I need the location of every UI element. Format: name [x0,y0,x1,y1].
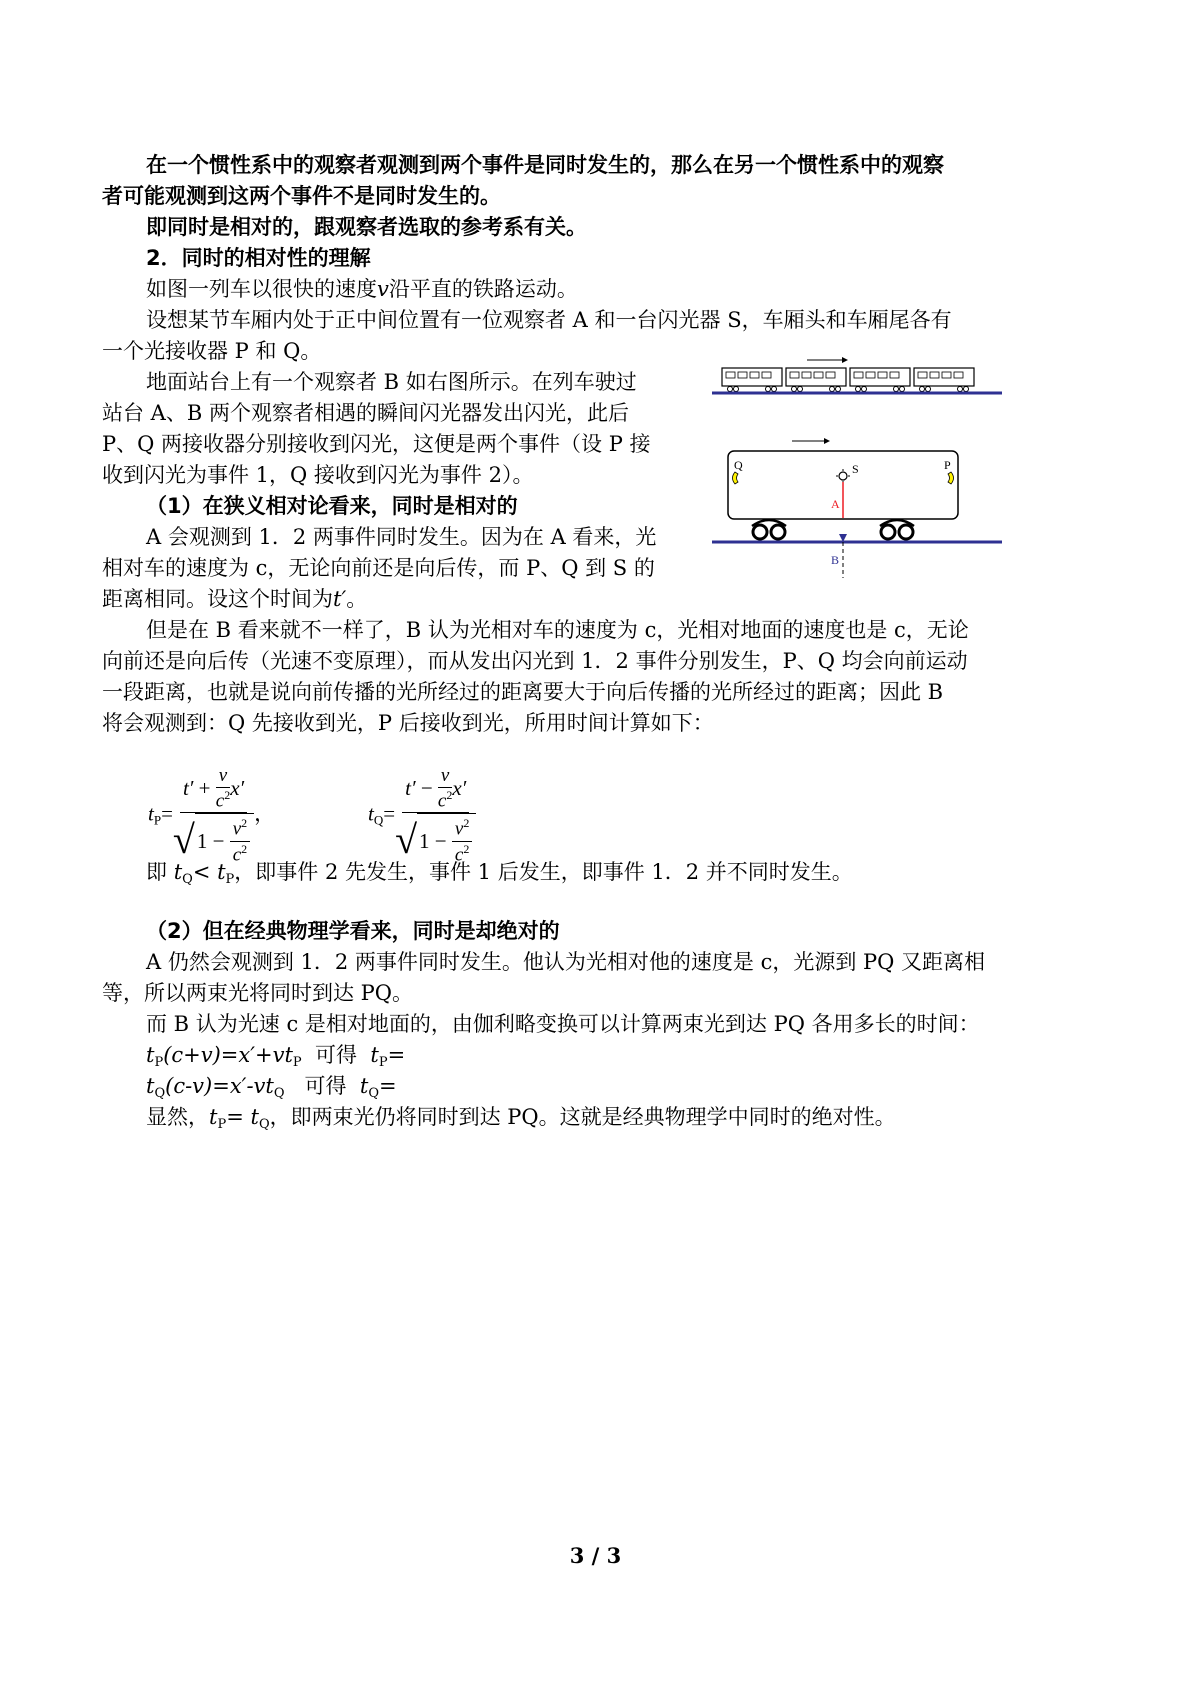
para-line: 在一个惯性系中的观察者观测到两个事件是同时发生的，那么在另一个惯性系中的观察 [146,153,944,177]
label-p: P [944,458,951,472]
para-line: 相对车的速度为 c，无论向前还是向后传，而 P、Q 到 S 的 [102,556,655,580]
receiver-p [948,472,954,484]
flash-icon [839,472,847,480]
formula-tp: $t_P=$ t′ + $\frac{v}{c^2}$ x′ √ 1 − $\frac{v^2}{c^2}$ ， [148,765,276,865]
para-line: 如图一列车以很快的速度v沿平直的铁路运动。 [146,277,578,301]
para-line: 设想某节车厢内处于正中间位置有一位观察者 A 和一台闪光器 S，车厢头和车厢尾各有 [146,308,952,332]
label-s: S [852,462,859,476]
small-train [712,357,1002,393]
receiver-q [733,472,739,484]
para-line: 但是在 B 看来就不一样了，B 认为光相对车的速度为 c，光相对地面的速度也是 c，无论 [146,618,969,642]
para-line: 向前还是向后传（光速不变原理），而从发出闪光到 1．2 事件分别发生，P、Q 均会向前运动 [102,649,968,673]
para-line: 一个光接收器 P 和 Q。 [102,339,322,363]
para-line: 地面站台上有一个观察者 B 如右图所示。在列车驶过 [146,370,637,394]
para-line: 站台 A、B 两个观察者相遇的瞬间闪光器发出闪光，此后 [102,401,629,425]
train-car [712,438,1002,578]
para-line: 距离相同。设这个时间为t′。 [102,587,368,611]
label-b: B [831,553,840,567]
para-line: 显然，$t_P= t_Q$，即两束光仍将同时到达 PQ。这就是经典物理学中同时的绝对性。 [146,1105,896,1132]
formula-tq: $t_Q=$ t′ − $\frac{v}{c^2}$ x′ √ 1 − $\frac{v^2}{c^2}$ [368,765,476,866]
para-line: 者可能观测到这两个事件不是同时发生的。 [102,184,501,208]
subsection-heading: （1）在狭义相对论看来，同时是相对的 [146,494,518,518]
para-line: 即同时是相对的，跟观察者选取的参考系有关。 [146,215,587,239]
label-q: Q [734,458,743,472]
para-line: P、Q 两接收器分别接收到闪光，这便是两个事件（设 P 接 [102,432,651,456]
subsection-heading: （2）但在经典物理学看来，同时是却绝对的 [146,919,560,943]
train-figure [712,348,1012,578]
section-heading: 2．同时的相对性的理解 [146,246,371,270]
para-line: A 会观测到 1．2 两事件同时发生。因为在 A 看来，光 [146,525,657,549]
para-line: 一段距离，也就是说向前传播的光所经过的距离要大于向后传播的光所经过的距离；因此 B [102,680,944,704]
para-line: 收到闪光为事件 1，Q 接收到闪光为事件 2）。 [102,463,534,487]
para-line: A 仍然会观测到 1．2 两事件同时发生。他认为光相对他的速度是 c，光源到 PQ 又距离相 [146,950,986,974]
para-line: 即 $t_Q< t_P$，即事件 2 先发生，事件 1 后发生，即事件 1．2 并不同时发生。 [146,860,853,887]
para-line: 将会观测到：Q 先接收到光，P 后接收到光，所用时间计算如下： [102,711,714,735]
equation-line: $t_Q(c-v)=x'-vt_Q$ 可得 $t_Q=$ [146,1074,397,1101]
page-number: 3 / 3 [569,1543,622,1568]
para-line: 等，所以两束光将同时到达 PQ。 [102,981,414,1005]
label-a: A [831,497,840,511]
equation-line: $t_P(c+v)=x'+vt_P$ 可得 $t_P=$ [146,1043,406,1070]
para-line: 而 B 认为光速 c 是相对地面的，由伽利略变换可以计算两束光到达 PQ 各用多长的时间： [146,1012,980,1036]
